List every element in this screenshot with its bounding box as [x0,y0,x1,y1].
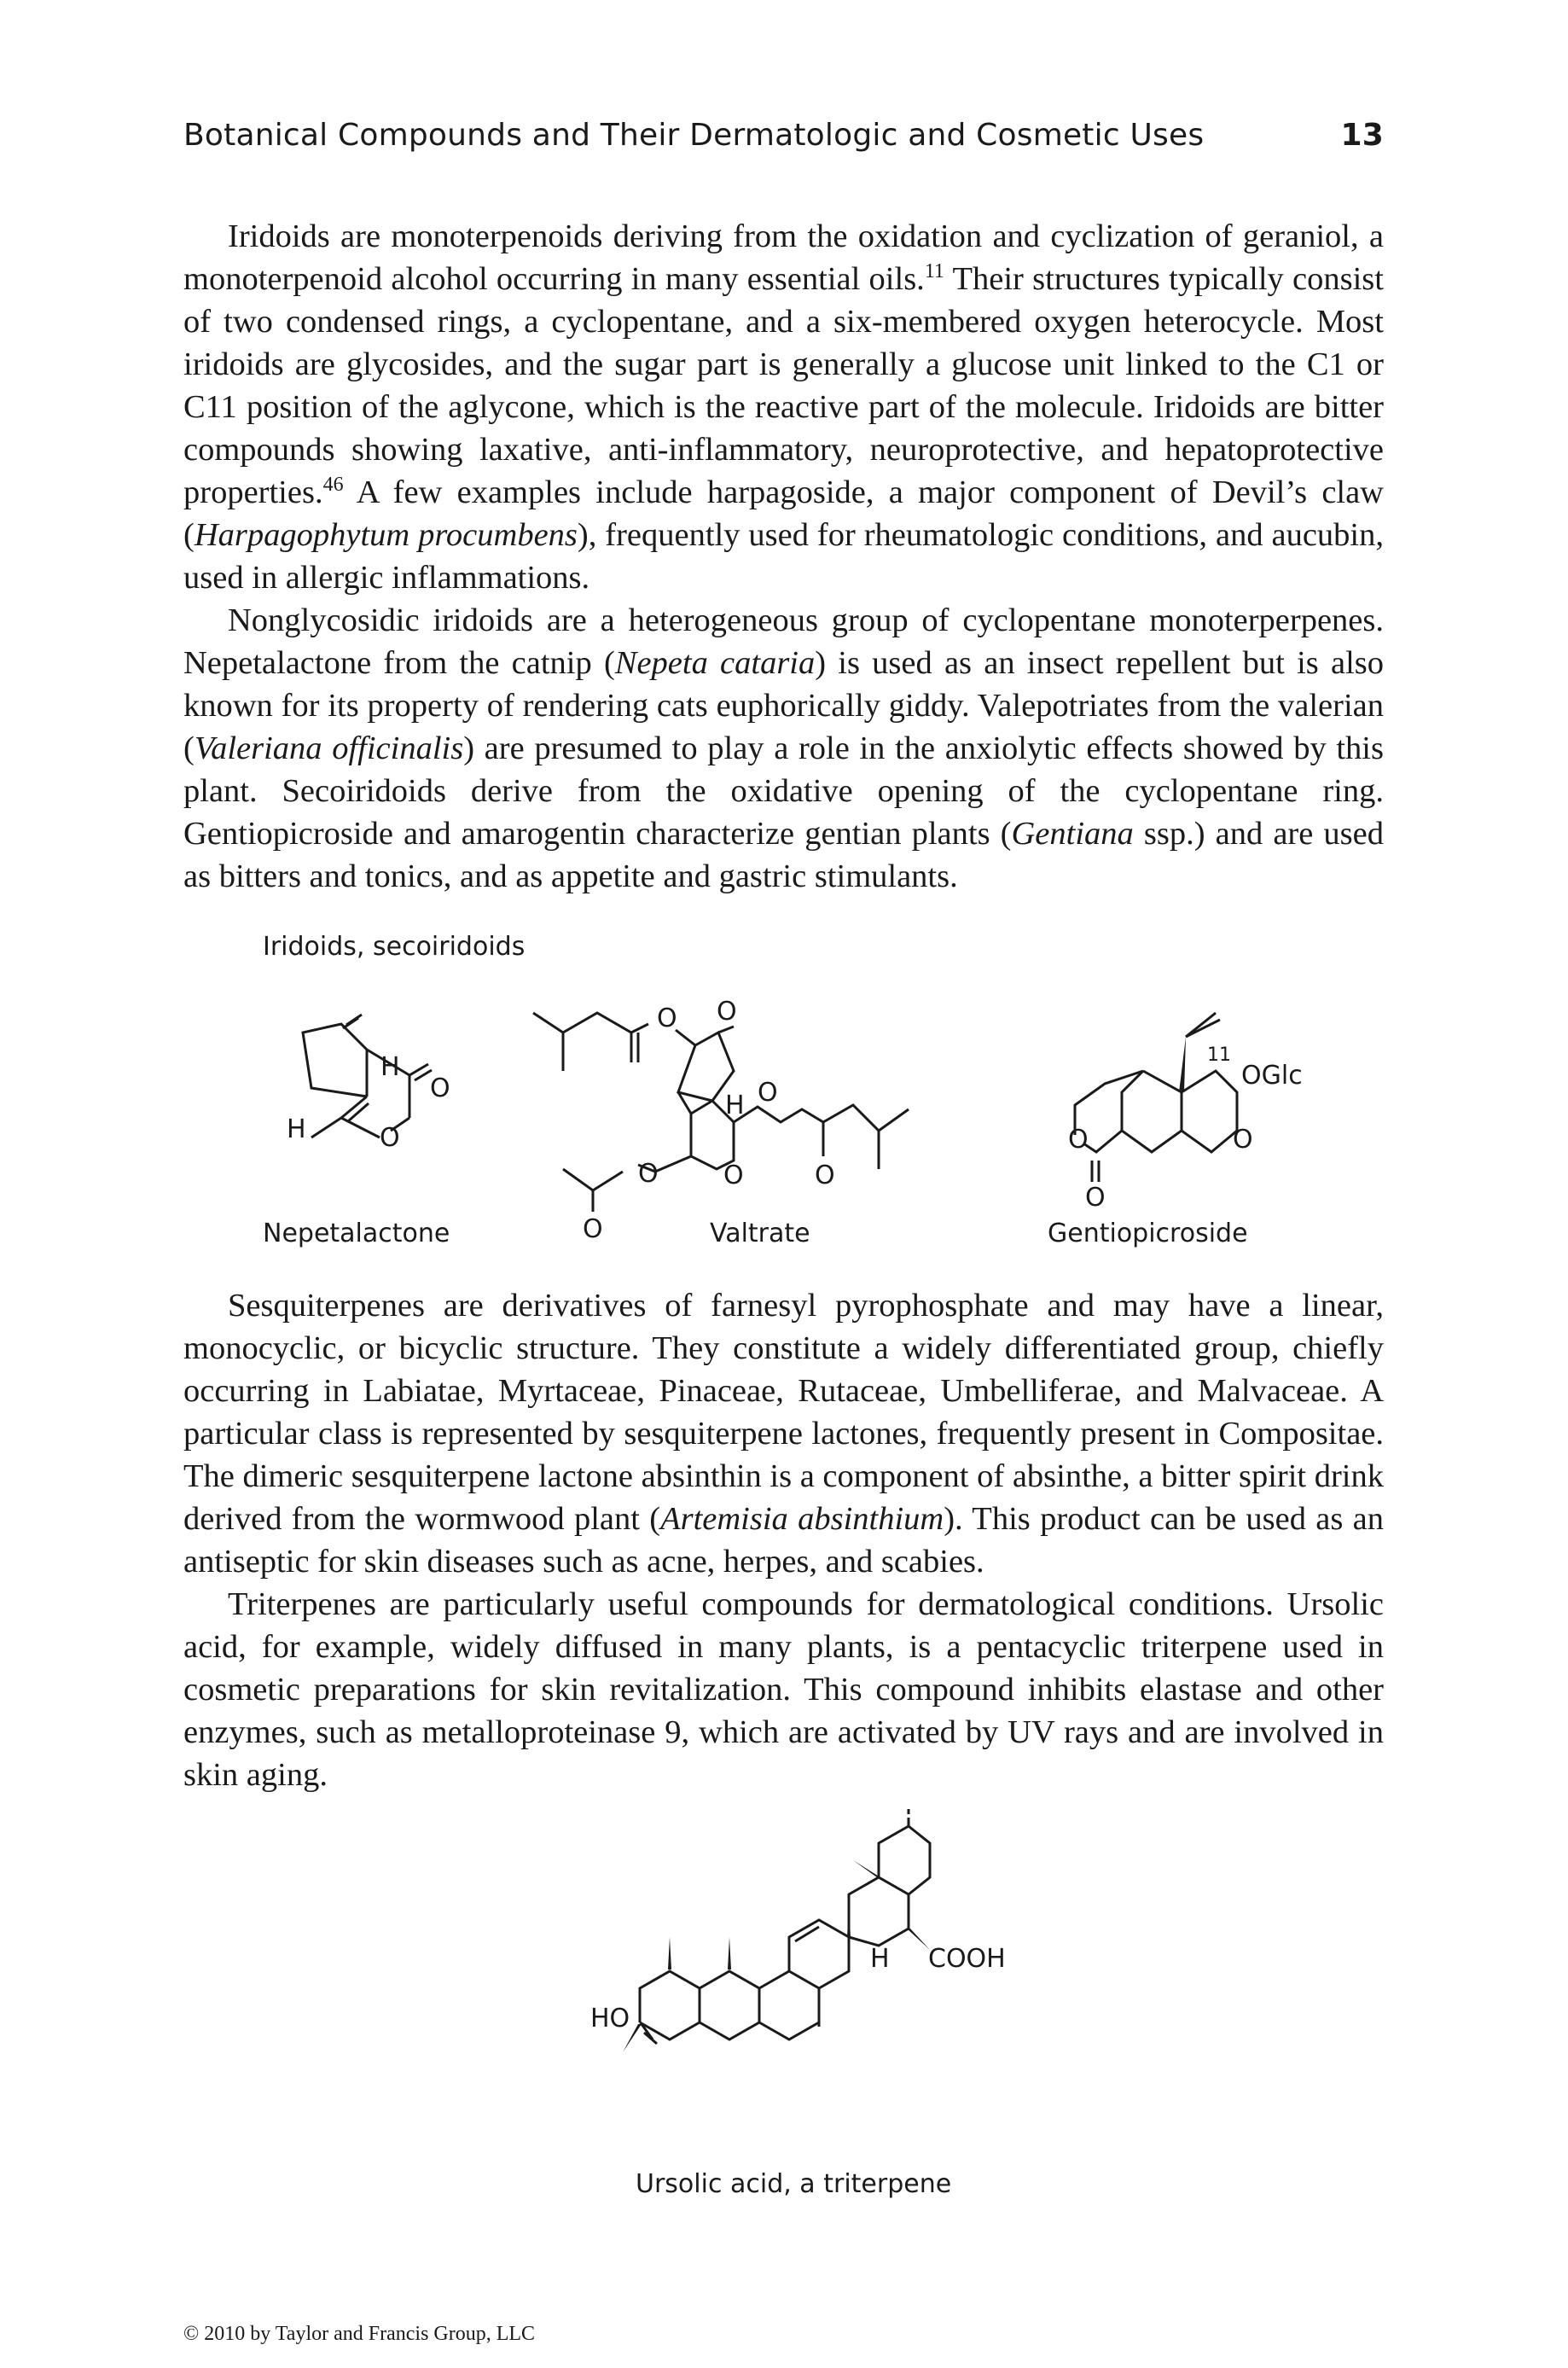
stereo-hash [343,1015,362,1028]
caption-valtrate: Valtrate [710,1219,810,1248]
text-run: Nonglycosidic iridoids are a heterogeneous group of cyclopentane monoterperpenes. Nepetalactone from the catnip ( [183,602,1384,681]
bond [563,1169,623,1190]
species-name: Harpagophytum procumbens [194,517,578,553]
atom-label: H [870,1944,890,1974]
bond [640,1971,700,2039]
stereo-wedge [668,1937,671,1969]
running-title: Botanical Compounds and Their Dermatologic and Cosmetic Uses [183,118,1205,153]
atom-label: O [1068,1125,1089,1155]
atom-label: O [1233,1125,1253,1155]
running-header [183,118,1384,153]
bond [303,1024,367,1097]
stereo-wedge [1179,1037,1186,1092]
text-run: Sesquiterpenes are derivatives of farnesyl pyrophosphate and may have a linear, monocyclic, or bicyclic structure. They constitute a widely differentiated group, chiefly occurring in Labiatae, Myrtaceae, Pinaceae, Rutaceae, Umbelliferae, and Malvaceae. A particular class is represented by sesquiterpene lactones, frequently present in Compositae. The dimeric sesquiterpene lactone absinthin is a component of absinthe, a bitter spirit drink derived from the wormwood plant ( [183,1288,1384,1537]
ursolic-acid-structure [572,1809,1015,2065]
species-name: Artemisia absinthium [660,1501,944,1537]
gentiopicroside-structure [1058,1003,1314,1216]
bond [789,1920,849,1988]
atom-label: O [638,1159,659,1189]
atom-label: O [430,1073,450,1103]
text-run: ) is used as an insect repellent but is also known for its property of rendering cats euphorically giddy. Valepotriates from the valerian ( [183,645,1384,766]
atom-label: O [657,1004,677,1033]
paragraph-sesquiterpenes [183,1284,1384,1583]
text-run: ), frequently used for rheumatologic conditions, and aucubin, used in allergic inflammations. [183,517,1384,596]
atom-label: H [725,1091,745,1120]
atom-label: O [717,997,737,1027]
bond [533,1013,648,1033]
atom-label: HO [590,2004,630,2033]
citation: 11 [924,260,944,282]
bond [348,1103,369,1121]
caption-nepetalactone: Nepetalactone [263,1219,450,1248]
bond [849,1877,909,1946]
atom-label: O [815,1161,835,1190]
species-name: Gentiana [1011,816,1134,852]
valtrate-structure [529,994,981,1244]
text-run: Triterpenes are particularly useful compounds for dermatological conditions. Ursolic acid, for example, widely diffused in many plants, is a pentacyclic triterpene used in cosmetic preparations for skin revitalization. This compound inhibits elastase and other enzymes, such as metalloproteinase 9, which are activated by UV rays and are involved in skin aging. [183,1586,1384,1793]
atom-label: O [583,1214,603,1244]
bond [700,1971,759,2039]
atom-label: H [380,1052,400,1082]
bond [879,1826,930,1894]
glycoside-label: OGlc [1241,1061,1303,1091]
atom-label: O [758,1078,778,1108]
text-run: A few examples include harpagoside, a major component of Devil’s claw ( [183,474,1384,553]
copyright-footer: © 2010 by Taylor and Francis Group, LLC [183,2323,536,2345]
figure-title: Iridoids, secoiridoids [263,932,526,962]
species-name: Valeriana officinalis [194,730,464,766]
page-number: 13 [1340,118,1384,153]
text-run: ). This product can be used as an antiseptic for skin diseases such as acne, herpes, and scabies. [183,1501,1384,1580]
bond [311,1118,341,1137]
bond [1182,1071,1237,1152]
text-run: ssp.) and are used as bitters and tonics, and as appetite and gastric stimulants. [183,816,1384,894]
stereo-wedge [728,1937,731,1969]
paragraph-nonglycosidic-iridoids [183,599,1384,898]
bond [341,1118,380,1137]
paragraph-iridoids [183,215,1384,599]
bond [734,1107,823,1156]
bond [759,1971,819,2039]
citation: 46 [322,474,344,496]
paragraph-triterpenes [183,1583,1384,1796]
nepetalactone-structure [273,1011,469,1190]
text-run: Iridoids are monoterpenoids deriving from the oxidation and cyclization of geraniol, a monoterpenoid alcohol occurring in many essential oils. [183,218,1384,297]
atom-label: O [1085,1183,1106,1213]
stereo-wedge [853,1860,880,1877]
caption-ursolic-acid: Ursolic acid, a triterpene [636,2169,952,2199]
bond [795,1927,819,1941]
atom-label: H [287,1114,306,1144]
atom-label: O [723,1161,744,1190]
bond [823,1105,909,1131]
bond [718,1027,734,1033]
locant: 11 [1207,1044,1231,1066]
atom-label: O [380,1123,400,1153]
bond [1122,1071,1182,1152]
species-name: Nepeta cataria [614,645,816,681]
bond [691,1101,712,1114]
atom-label: COOH [928,1944,1006,1974]
caption-gentiopicroside: Gentiopicroside [1048,1219,1248,1248]
text-run: ) are presumed to play a role in the anxiolytic effects showed by this plant. Secoiridoids derive from the oxidative opening of the cyclopentane ring. Gentiopicroside and amarogentin characterize gentian plants ( [183,730,1384,852]
bond [1083,1131,1122,1152]
stereo-wedge [907,1929,930,1950]
text-run: Their structures typically consist of two condensed rings, a cyclopentane, and a six-membered oxygen heterocycle. Most iridoids are glycosides, and the sugar part is generally a glucose unit linked to the C1 or C11 position of the aglycone, which is the reactive part of the molecule. Iridoids are bitter compounds showing laxative, anti-inflammatory, neuroprotective, and hepatoprotective properties. [183,261,1384,510]
